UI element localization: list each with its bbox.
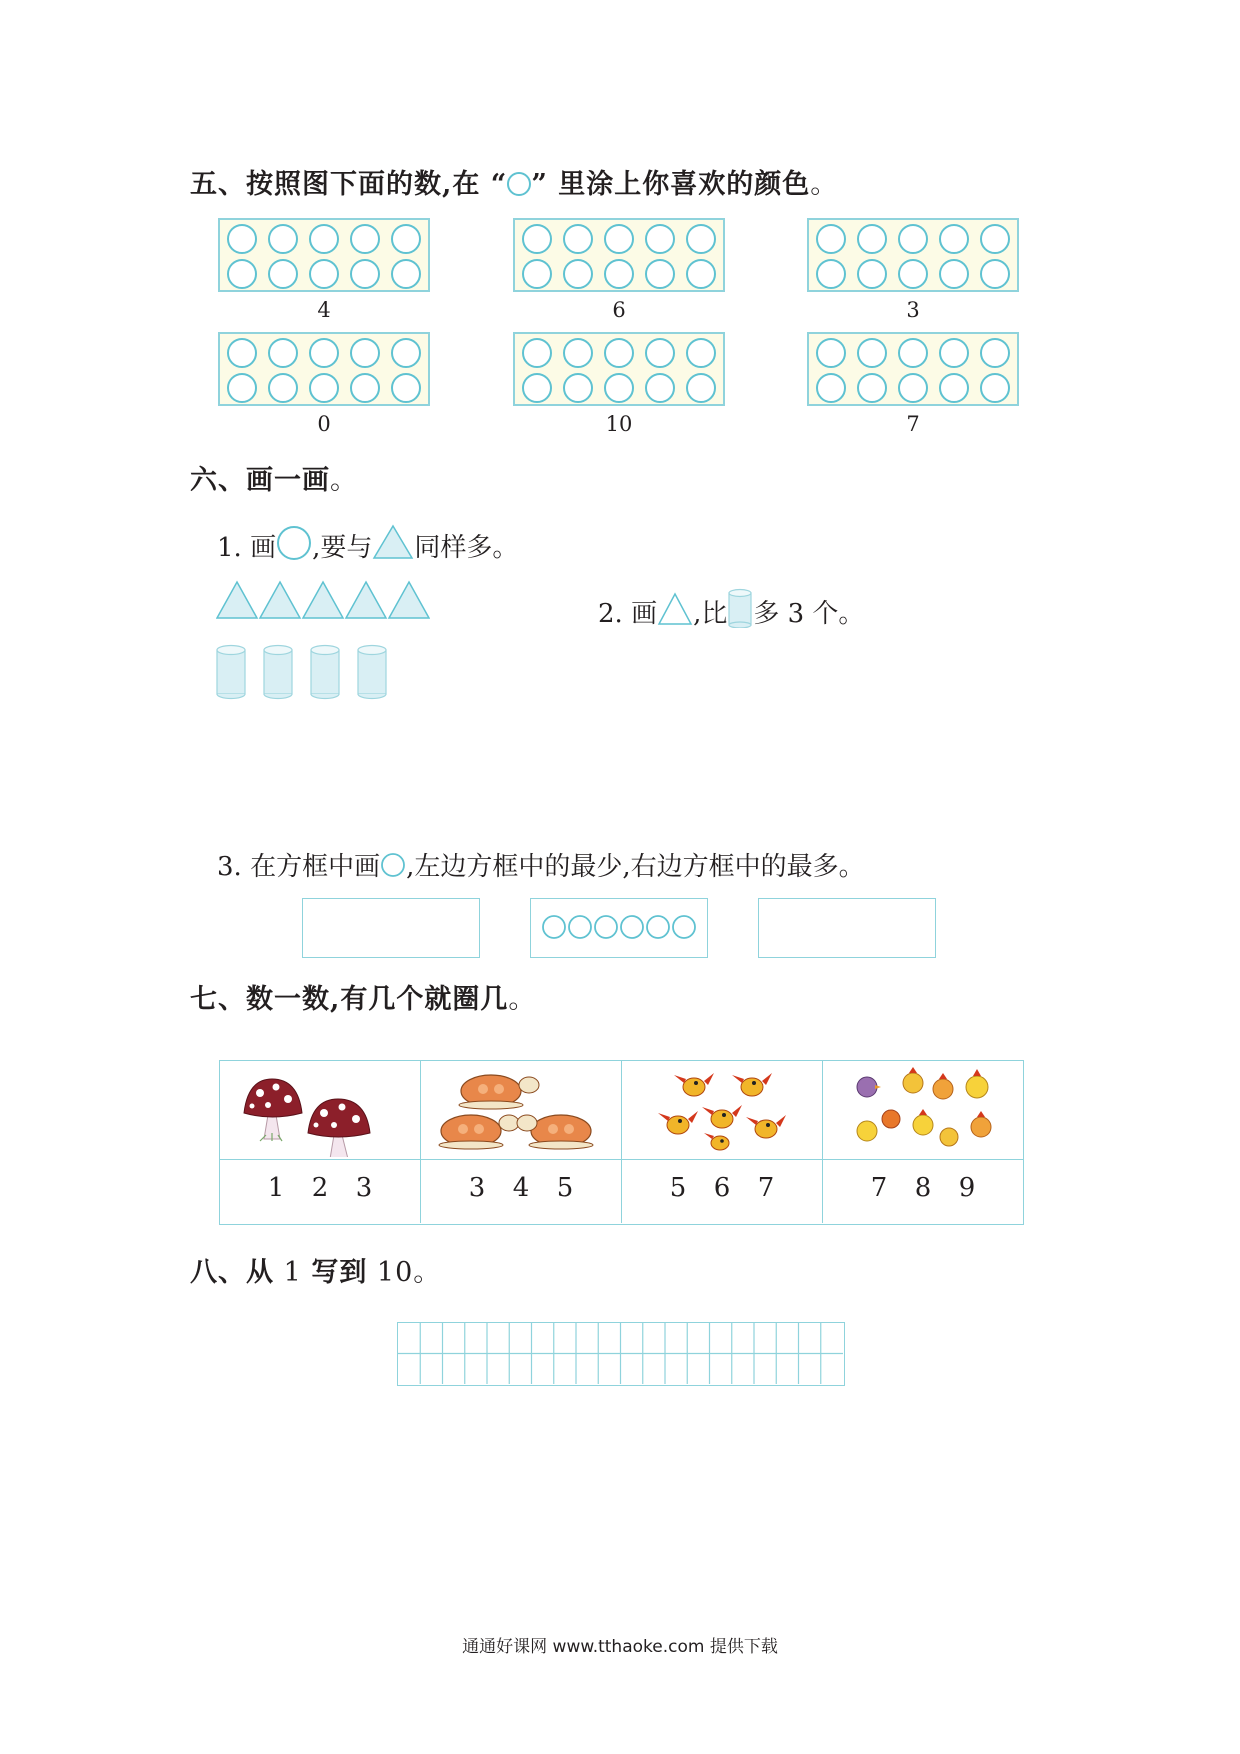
chick-icon — [903, 1067, 923, 1093]
circle-icon[interactable] — [309, 224, 339, 254]
circle-icon — [276, 524, 312, 562]
bird-icon — [704, 1133, 729, 1150]
circle-icon[interactable] — [645, 373, 675, 403]
choice-number[interactable]: 6 — [713, 1173, 731, 1203]
ten-frame — [807, 218, 1019, 292]
ten-frame — [513, 218, 725, 292]
mushrooms-picture — [220, 1061, 420, 1157]
table-cell-chicks — [823, 1061, 1022, 1223]
triangle-icon — [657, 592, 693, 626]
choice-number[interactable]: 5 — [556, 1173, 574, 1203]
circle-icon[interactable] — [645, 259, 675, 289]
circle-icon[interactable] — [816, 224, 846, 254]
circle-icon[interactable] — [645, 338, 675, 368]
circle-icon[interactable] — [268, 373, 298, 403]
mushroom-icon — [244, 1079, 302, 1141]
circle-icon[interactable] — [857, 224, 887, 254]
circle-icon[interactable] — [268, 338, 298, 368]
circle-icon[interactable] — [268, 224, 298, 254]
choice-number[interactable]: 2 — [311, 1173, 329, 1203]
q2-prompt: 2. 画 ,比 多 3 个。 — [598, 588, 864, 630]
cylinder-row — [216, 644, 391, 704]
circle-icon[interactable] — [563, 338, 593, 368]
cylinder-icon — [727, 588, 753, 628]
circle-icon[interactable] — [898, 259, 928, 289]
circle-icon[interactable] — [857, 373, 887, 403]
circle-icon[interactable] — [563, 373, 593, 403]
triangle-icon — [303, 582, 343, 618]
chick-icon — [966, 1069, 988, 1098]
turtle-icon — [517, 1115, 593, 1149]
frame-number-label: 3 — [906, 298, 920, 322]
choice-number[interactable]: 1 — [267, 1173, 285, 1203]
table-cell-turtles — [421, 1061, 622, 1223]
circle-icon — [380, 851, 406, 879]
circle-icon[interactable] — [939, 224, 969, 254]
circle-icon[interactable] — [816, 259, 846, 289]
circle-icon[interactable] — [604, 259, 634, 289]
cylinder-icon — [358, 646, 386, 699]
choices-chicks — [823, 1173, 1023, 1203]
circle-icon — [647, 916, 669, 938]
circle-icon[interactable] — [980, 224, 1010, 254]
choice-number[interactable]: 8 — [914, 1173, 932, 1203]
circle-icon[interactable] — [227, 338, 257, 368]
footer-credit: 通通好课网 www.tthaoke.com 提供下载 — [462, 1637, 778, 1657]
circle-icon[interactable] — [391, 373, 421, 403]
circle-icon[interactable] — [391, 338, 421, 368]
circle-icon[interactable] — [350, 338, 380, 368]
circle-icon[interactable] — [816, 373, 846, 403]
choice-number[interactable]: 4 — [512, 1173, 530, 1203]
triangles-group — [216, 580, 430, 620]
circle-icon[interactable] — [227, 259, 257, 289]
circle-icon[interactable] — [939, 338, 969, 368]
circle-icon[interactable] — [898, 373, 928, 403]
choice-number[interactable]: 9 — [958, 1173, 976, 1203]
triangle-icon — [217, 582, 257, 618]
table-cell-birds — [622, 1061, 823, 1223]
circle-icon[interactable] — [980, 259, 1010, 289]
circle-icon[interactable] — [857, 338, 887, 368]
circle-icon[interactable] — [309, 338, 339, 368]
bird-icon — [746, 1115, 786, 1138]
cylinder-icon — [217, 646, 245, 699]
cylinder-icon — [264, 646, 292, 699]
table-cell-mushrooms — [220, 1061, 421, 1223]
chick-icon — [940, 1128, 958, 1146]
circle-icon[interactable] — [227, 224, 257, 254]
triangle-row — [216, 580, 430, 620]
frame-number-label: 4 — [317, 298, 331, 322]
grid-lines — [398, 1323, 843, 1384]
ten-frame — [513, 332, 725, 406]
circle-icon[interactable] — [604, 224, 634, 254]
choice-number[interactable]: 5 — [669, 1173, 687, 1203]
chick-icon — [913, 1109, 933, 1135]
choice-number[interactable]: 3 — [468, 1173, 486, 1203]
mushroom-icon — [308, 1099, 370, 1157]
six-circles — [531, 899, 706, 956]
section7-heading: 七、数一数,有几个就圈几。 — [190, 984, 537, 1015]
circle-icon[interactable] — [350, 373, 380, 403]
middle-reference-box — [530, 898, 708, 958]
circle-icon[interactable] — [898, 224, 928, 254]
triangle-icon — [372, 524, 414, 560]
ten-frame — [218, 218, 430, 292]
circle-icon[interactable] — [898, 338, 928, 368]
chicks-picture — [823, 1061, 1021, 1157]
circle-icon[interactable] — [857, 259, 887, 289]
circle-icon[interactable] — [522, 259, 552, 289]
chick-icon — [857, 1121, 877, 1141]
frame-number-label: 7 — [906, 412, 920, 436]
frame-number-label: 0 — [317, 412, 331, 436]
circle-icon[interactable] — [686, 338, 716, 368]
choices-mushrooms — [220, 1173, 420, 1203]
circle-icon[interactable] — [563, 259, 593, 289]
chick-icon — [882, 1110, 900, 1128]
circle-icon[interactable] — [604, 373, 634, 403]
circle-icon[interactable] — [268, 259, 298, 289]
circle-icon[interactable] — [350, 224, 380, 254]
counting-table — [219, 1060, 1024, 1225]
chick-icon — [971, 1111, 991, 1137]
circle-icon[interactable] — [686, 373, 716, 403]
circle-icon[interactable] — [939, 373, 969, 403]
circle-icon[interactable] — [980, 338, 1010, 368]
choice-number[interactable]: 7 — [870, 1173, 888, 1203]
circle-icon — [673, 916, 695, 938]
bird-icon — [658, 1111, 698, 1134]
circle-icon — [621, 916, 643, 938]
ten-frame — [218, 332, 430, 406]
cylinders-group — [216, 644, 391, 700]
circle-icon[interactable] — [522, 338, 552, 368]
triangle-icon — [346, 582, 386, 618]
section5-heading: 五、按照图下面的数,在 “ ” 里涂上你喜欢的颜色。 — [190, 169, 839, 200]
turtle-icon — [439, 1115, 519, 1149]
choices-turtles — [421, 1173, 621, 1203]
bird-icon — [702, 1105, 742, 1128]
circle-icon[interactable] — [686, 224, 716, 254]
choices-birds — [622, 1173, 822, 1203]
section8-heading: 八、从 1 写到 10。 — [190, 1257, 442, 1288]
chick-icon — [857, 1077, 881, 1097]
chick-icon — [933, 1073, 953, 1099]
circle-icon[interactable] — [686, 259, 716, 289]
frame-number-label: 6 — [612, 298, 626, 322]
section6-heading: 六、画一画。 — [190, 465, 358, 496]
q3-prompt: 3. 在方框中画 ,左边方框中的最少,右边方框中的最多。 — [217, 852, 865, 882]
ten-frame — [807, 332, 1019, 406]
choice-number[interactable]: 7 — [757, 1173, 775, 1203]
turtles-picture — [421, 1061, 621, 1157]
circle-icon[interactable] — [350, 259, 380, 289]
bird-icon — [674, 1073, 714, 1096]
triangle-icon — [389, 582, 429, 618]
circle-icon — [543, 916, 565, 938]
circle-icon[interactable] — [309, 259, 339, 289]
circle-icon[interactable] — [816, 338, 846, 368]
left-answer-box[interactable] — [302, 898, 480, 958]
circle-icon[interactable] — [645, 224, 675, 254]
circle-icon[interactable] — [391, 259, 421, 289]
circle-icon[interactable] — [309, 373, 339, 403]
circle-icon — [595, 916, 617, 938]
circle-icon[interactable] — [604, 338, 634, 368]
circle-icon[interactable] — [563, 224, 593, 254]
bird-icon — [732, 1073, 772, 1096]
birds-picture — [622, 1061, 822, 1157]
cylinder-icon — [311, 646, 339, 699]
circle-icon — [507, 172, 531, 196]
turtle-icon — [459, 1075, 539, 1109]
circle-icon[interactable] — [522, 224, 552, 254]
triangle-icon — [260, 582, 300, 618]
circle-icon[interactable] — [391, 224, 421, 254]
circle-icon[interactable] — [227, 373, 257, 403]
circle-icon[interactable] — [980, 373, 1010, 403]
circle-icon — [569, 916, 591, 938]
writing-grid[interactable] — [397, 1322, 845, 1386]
choice-number[interactable]: 3 — [355, 1173, 373, 1203]
circle-icon[interactable] — [522, 373, 552, 403]
frame-number-label: 10 — [605, 412, 633, 436]
right-answer-box[interactable] — [758, 898, 936, 958]
q1-prompt: 1. 画 ,要与 同样多。 — [217, 524, 518, 564]
circle-icon[interactable] — [939, 259, 969, 289]
